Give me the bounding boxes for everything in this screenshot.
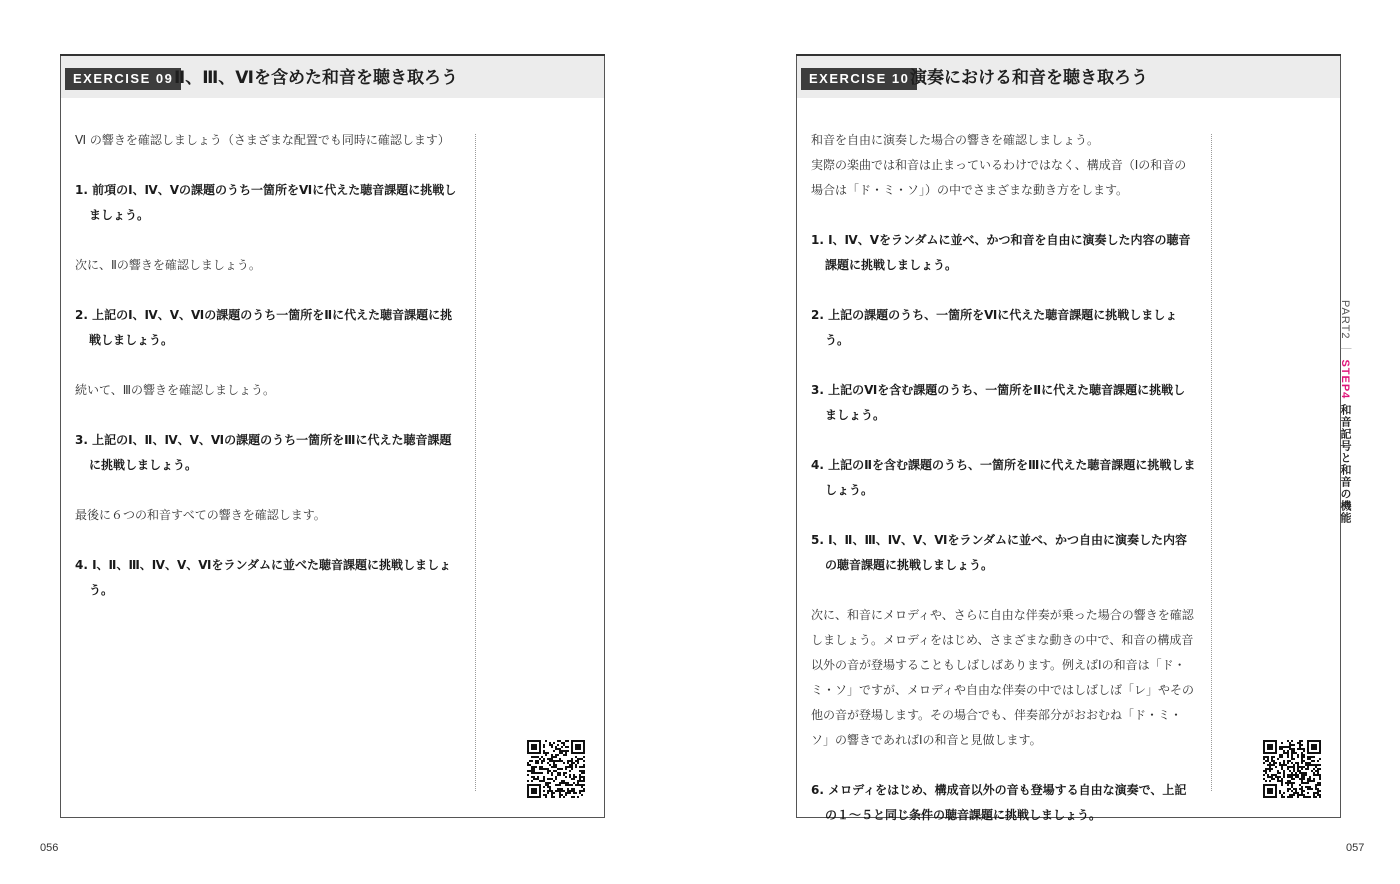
separator: ｜ [1339, 343, 1352, 356]
chapter-title: 和音記号と和音の機能 [1339, 403, 1352, 524]
step-label: STEP4 [1339, 359, 1351, 400]
task-2: 2. 上記の課題のうち、一箇所をⅥに代えた聴音課題に挑戦しましょう。 [811, 308, 1178, 347]
page-number: 056 [40, 842, 59, 854]
task-4: 4. 上記のⅡを含む課題のうち、一箇所をⅢに代えた聴音課題に挑戦しましょう。 [811, 458, 1196, 497]
exercise-10-panel [796, 54, 1341, 822]
task-1: 1. Ⅰ、Ⅳ、Ⅴをランダムに並べ、かつ和音を自由に演奏した内容の聴音課題に挑戦しましょう。 [811, 233, 1191, 272]
dotted-divider [475, 134, 476, 791]
exercise-09-panel [60, 54, 605, 818]
exercise-badge: EXERCISE 10 [801, 68, 917, 90]
exercise-title: Ⅱ、Ⅲ、Ⅵを含めた和音を聴き取ろう [174, 68, 458, 88]
right-page [700, 0, 1400, 884]
page-number: 057 [1346, 842, 1365, 854]
intro-text: Ⅵ の響きを確認しましょう（さまざまな配置でも同時に確認します） [75, 133, 450, 147]
intro-text: 和音を自由に演奏した場合の響きを確認しましょう。 [811, 133, 1100, 147]
instruction-text: 続いて、Ⅲの響きを確認しましょう。 [75, 383, 276, 397]
instruction-text: 次に、和音にメロディや、さらに自由な伴奏が乗った場合の響きを確認しましょう。メロディをはじめ、さまざまな動きの中で、和音の構成音以外の音が登場することもしばしばあります。例えばⅠの和音は「ド・ミ・ソ」ですが、メロディや自由な伴奏の中ではしばしば「レ」やその他の音が登場します。その場合でも、伴奏部分がおおむね「ド・ミ・ソ」の響きであればⅠの和音と見做します。 [811, 608, 1195, 747]
exercise-title: 演奏における和音を聴き取ろう [910, 68, 1148, 88]
part-label: PART2 [1339, 300, 1351, 340]
qr-code-icon[interactable] [1263, 740, 1321, 798]
exercise-body [811, 128, 1196, 853]
task-3: 3. 上記のⅥを含む課題のうち、一箇所をⅡに代えた聴音課題に挑戦しましょう。 [811, 383, 1186, 422]
exercise-header [61, 56, 604, 98]
instruction-text: 最後に６つの和音すべての響きを確認します。 [75, 508, 326, 522]
exercise-badge: EXERCISE 09 [65, 68, 181, 90]
exercise-body [75, 128, 460, 628]
task-6: 6. メロディをはじめ、構成音以外の音も登場する自由な演奏で、上記の１～５と同じ条件の聴音課題に挑戦しましょう。 [811, 783, 1187, 822]
qr-code-icon[interactable] [527, 740, 585, 798]
exercise-header [797, 56, 1340, 98]
chapter-side-tab [1338, 300, 1368, 524]
task-4: 4. Ⅰ、Ⅱ、Ⅲ、Ⅳ、Ⅴ、Ⅵをランダムに並べた聴音課題に挑戦しましょう。 [75, 558, 451, 597]
dotted-divider [1211, 134, 1212, 791]
side-tab-text [1338, 300, 1352, 524]
instruction-text: 次に、Ⅱの響きを確認しましょう。 [75, 258, 261, 272]
task-5: 5. Ⅰ、Ⅱ、Ⅲ、Ⅳ、Ⅴ、Ⅵをランダムに並べ、かつ自由に演奏した内容の聴音課題に挑戦しましょう。 [811, 533, 1187, 572]
intro-text: 実際の楽曲では和音は止まっているわけではなく、構成音（Ⅰの和音の場合は「ド・ミ・ソ」）の中でさまざまな動き方をします。 [811, 158, 1187, 197]
task-3: 3. 上記のⅠ、Ⅱ、Ⅳ、Ⅴ、Ⅵの課題のうち一箇所をⅢに代えた聴音課題に挑戦しましょう。 [75, 433, 452, 472]
task-2: 2. 上記のⅠ、Ⅳ、Ⅴ、Ⅵの課題のうち一箇所をⅡに代えた聴音課題に挑戦しましょう。 [75, 308, 453, 347]
task-1: 1. 前項のⅠ、Ⅳ、Ⅴの課題のうち一箇所をⅥに代えた聴音課題に挑戦しましょう。 [75, 183, 457, 222]
